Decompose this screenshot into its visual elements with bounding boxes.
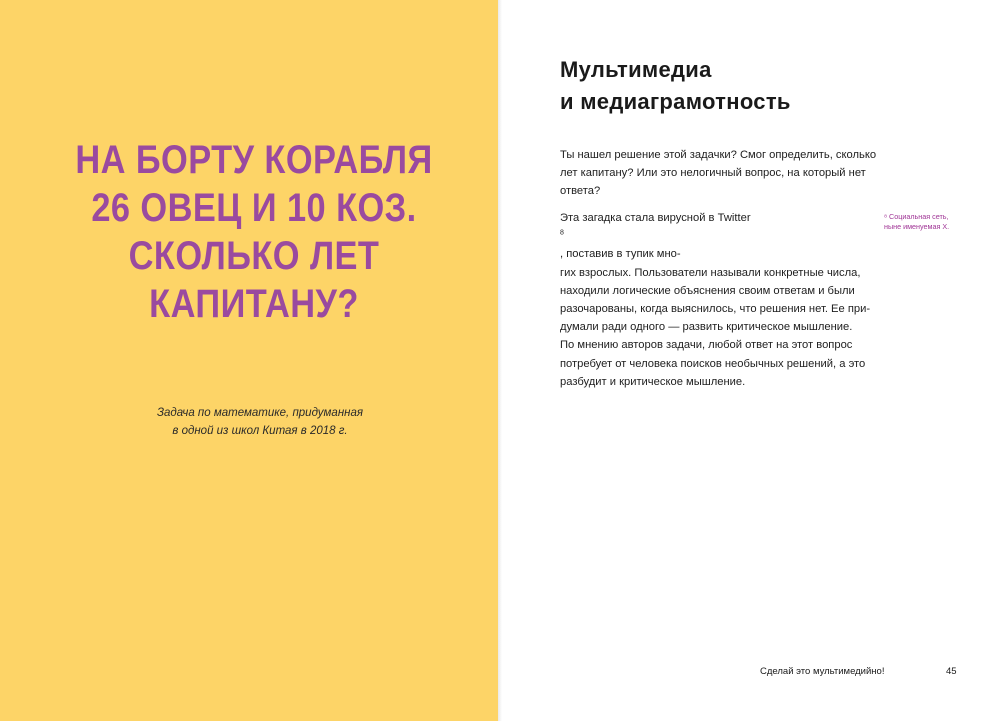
- paragraph-line: По мнению авторов задачи, любой ответ на этот вопрос: [560, 339, 853, 352]
- footnote-sidenote: [884, 212, 974, 232]
- headline-line: 26 ОВЕЦ И 10 КОЗ.: [91, 186, 417, 230]
- paragraph-line: потребует от человека поисков необычных решений, а это: [560, 357, 866, 370]
- paragraph-line: разочарованы, когда выяснилось, что решения нет. Ее при-: [560, 303, 871, 316]
- paragraph-line: находили логические объяснения своим ответам и были: [560, 284, 855, 297]
- paragraph-line: думали ради одного — развить критическое мышление.: [560, 321, 853, 334]
- caption-line: в одной из школ Китая в 2018 г.: [172, 425, 348, 437]
- paragraph-text: , поставив в тупик мно-: [560, 248, 681, 261]
- footnote-ref[interactable]: 8: [560, 229, 564, 237]
- caption-line: Задача по математике, придуманная: [156, 407, 364, 419]
- paragraph-line: [560, 209, 878, 264]
- section-title: [560, 54, 880, 118]
- sidenote-line: ныне именуемая X.: [884, 222, 950, 231]
- caption: [100, 404, 420, 440]
- section-title-line: Мультимедиа: [560, 57, 712, 82]
- sidenote-line: ⁸ Социальная сеть,: [884, 212, 949, 221]
- left-page: [0, 0, 498, 721]
- paragraph-2: [560, 209, 878, 391]
- paragraph-line: ответа?: [560, 185, 601, 198]
- headline-line: НА БОРТУ КОРАБЛЯ: [75, 138, 433, 182]
- paragraph-line: Ты нашел решение этой задачки? Смог определить, сколько: [560, 149, 877, 161]
- paragraph-text: Эта загадка стала вирусной в Twitter: [560, 212, 751, 224]
- paragraph-1: [560, 146, 878, 201]
- headline-line: СКОЛЬКО ЛЕТ: [128, 234, 380, 278]
- paragraph-line: гих взрослых. Пользователи называли конкретные числа,: [560, 266, 861, 279]
- paragraph-line: лет капитану? Или это нелогичный вопрос, на который нет: [560, 167, 866, 180]
- section-title-line: и медиаграмотность: [560, 89, 791, 114]
- running-footer: Сделай это мультимедийно!: [760, 666, 885, 677]
- headline-line: КАПИТАНУ?: [149, 282, 359, 326]
- page-number: 45: [946, 666, 957, 677]
- headline: [61, 136, 446, 328]
- paragraph-line: разбудит и критическое мышление.: [560, 375, 746, 388]
